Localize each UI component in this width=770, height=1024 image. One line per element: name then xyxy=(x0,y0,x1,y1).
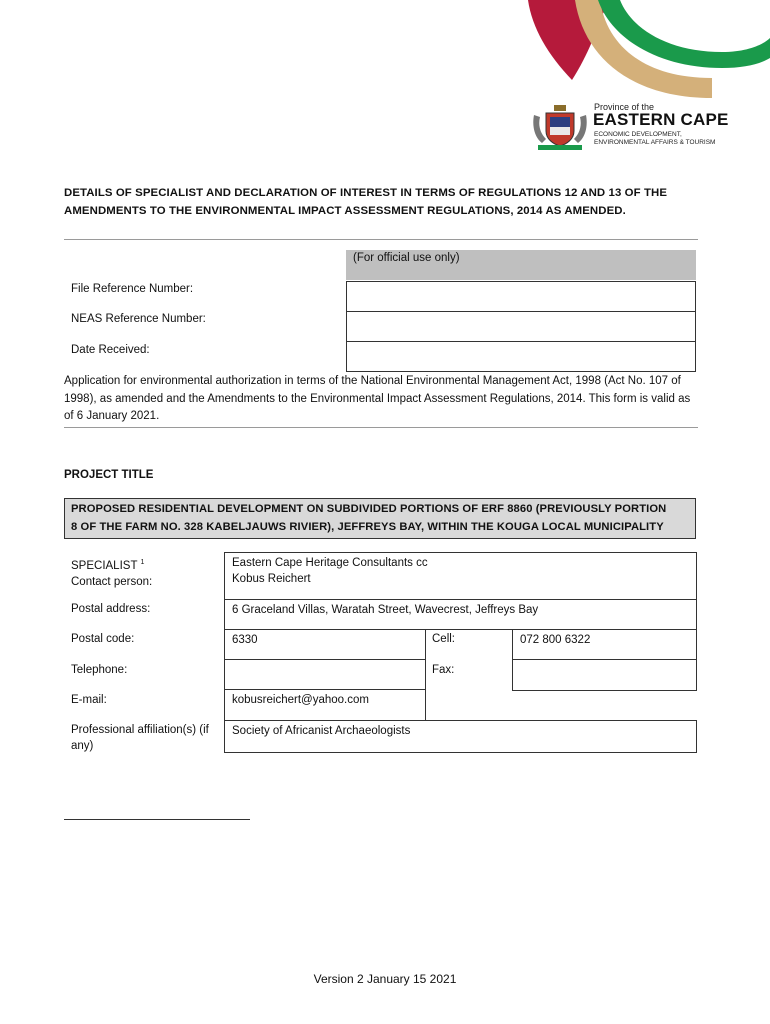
application-paragraph xyxy=(64,373,704,426)
specialist-label-text: SPECIALIST xyxy=(71,559,138,572)
neas-reference-label: NEAS Reference Number: xyxy=(71,313,206,325)
postal-address-label: Postal address: xyxy=(71,603,151,615)
cell-field[interactable] xyxy=(512,629,697,660)
affiliation-value: Society of Africanist Archaeologists xyxy=(232,725,411,737)
neas-reference-field[interactable] xyxy=(346,311,696,342)
logo-department-text xyxy=(594,131,715,146)
contact-person-label: Contact person: xyxy=(71,575,153,588)
contact-person-value: Kobus Reichert xyxy=(232,573,311,585)
date-received-label: Date Received: xyxy=(71,344,150,356)
official-use-header: (For official use only) xyxy=(346,250,696,280)
fax-label: Fax: xyxy=(432,664,455,676)
postal-address-field[interactable] xyxy=(224,599,697,630)
coat-of-arms-icon xyxy=(528,103,592,151)
affiliation-label-line2: any) xyxy=(71,740,94,752)
file-reference-label: File Reference Number: xyxy=(71,283,194,295)
affiliation-label xyxy=(71,722,209,754)
logo-eastern-cape-text: EASTERN CAPE xyxy=(593,110,729,129)
fax-field[interactable] xyxy=(512,659,697,691)
project-title-box xyxy=(64,498,696,539)
specialist-name-value: Eastern Cape Heritage Consultants cc xyxy=(232,557,428,569)
specialist-label xyxy=(71,555,152,590)
footnote-separator xyxy=(64,819,250,820)
application-line3: of 6 January 2021. xyxy=(64,410,160,422)
project-title-line2: 8 OF THE FARM NO. 328 KABELJAUWS RIVIER), JEFFREYS BAY, WITHIN THE KOUGA LOCAL MUNICIPALITY xyxy=(71,521,664,533)
logo-department-line1: ECONOMIC DEVELOPMENT, xyxy=(594,131,682,138)
telephone-label: Telephone: xyxy=(71,664,128,676)
email-field[interactable] xyxy=(224,689,426,721)
form-heading xyxy=(64,184,704,220)
date-received-field[interactable] xyxy=(346,341,696,372)
application-line2: 1998), as amended and the Amendments to the Environmental Impact Assessment Regulations, 2014. This form is valid as xyxy=(64,392,691,405)
page-footer-version: Version 2 January 15 2021 xyxy=(313,972,457,986)
specialist-name-field[interactable] xyxy=(224,552,697,600)
project-title-line1: PROPOSED RESIDENTIAL DEVELOPMENT ON SUBDIVIDED PORTIONS OF ERF 8860 (PREVIOUSLY PORTION xyxy=(71,503,667,515)
project-title-label: PROJECT TITLE xyxy=(64,469,154,481)
postal-code-label: Postal code: xyxy=(71,633,135,645)
divider xyxy=(64,239,698,240)
cell-value: 072 800 6322 xyxy=(520,634,591,646)
logo-province-text: Province of the xyxy=(594,102,655,112)
email-value: kobusreichert@yahoo.com xyxy=(232,694,369,706)
form-heading-line1: DETAILS OF SPECIALIST AND DECLARATION OF INTEREST IN TERMS OF REGULATIONS 12 AND 13 OF THE xyxy=(64,187,668,199)
postal-address-value: 6 Graceland Villas, Waratah Street, Wavecrest, Jeffreys Bay xyxy=(232,604,539,616)
divider xyxy=(64,427,698,428)
logo-department-line2: ENVIRONMENTAL AFFAIRS & TOURISM xyxy=(594,138,716,146)
application-line1: Application for environmental authorization in terms of the National Environmental Management Act, 1998 (Act No. 107 of xyxy=(64,375,681,387)
fax-value xyxy=(513,660,696,662)
cell-label: Cell: xyxy=(432,633,456,645)
postal-code-value: 6330 xyxy=(232,634,258,646)
form-heading-line2: AMENDMENTS TO THE ENVIRONMENTAL IMPACT ASSESSMENT REGULATIONS, 2014 AS AMENDED. xyxy=(64,205,626,217)
telephone-value xyxy=(225,660,425,662)
postal-code-field[interactable] xyxy=(224,629,426,660)
footnote-marker: 1 xyxy=(140,559,145,566)
file-reference-field[interactable] xyxy=(346,281,696,312)
telephone-field[interactable] xyxy=(224,659,426,690)
affiliation-field[interactable] xyxy=(224,720,697,753)
affiliation-label-line1: Professional affiliation(s) (if xyxy=(71,724,209,736)
email-label: E-mail: xyxy=(71,694,107,706)
